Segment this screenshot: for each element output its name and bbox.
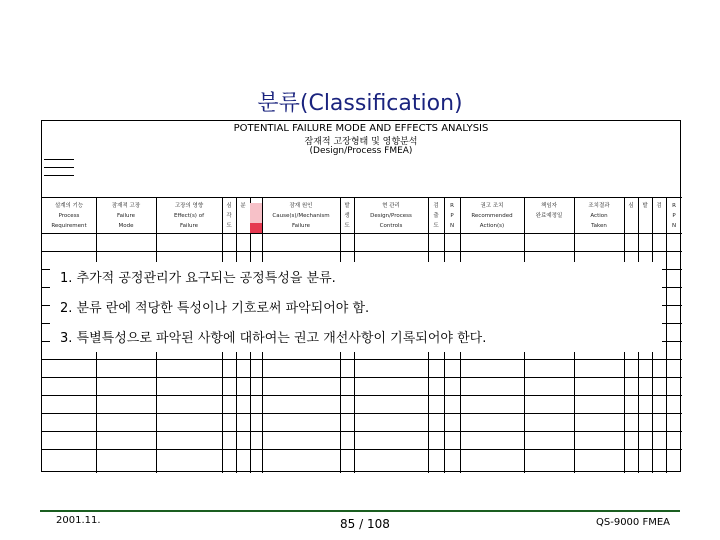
grid-line [42, 197, 682, 198]
column-header: R P N [449, 203, 455, 229]
field-line [44, 167, 74, 168]
grid-line [42, 377, 682, 378]
column-header: 잠재 원인 Cause(s)/Mechanism Failure [272, 203, 330, 229]
column-header: R P N [671, 203, 677, 229]
classification-column-marker [250, 223, 262, 233]
grid-line [42, 395, 682, 396]
note-1: 1. 추가적 공정관리가 요구되는 공정특성을 분류. [60, 271, 336, 286]
column-header: 심 각 도 [226, 203, 232, 229]
footer-date: 2001.11. [56, 515, 101, 526]
column-header: 검 출 도 [433, 203, 439, 229]
column-header: 조치결과 Action Taken [588, 203, 610, 229]
grid-line [42, 359, 682, 360]
note-2: 2. 분류 란에 적당한 특성이나 기호로써 파악되어야 함. [60, 301, 370, 316]
column-header: 현 관리 Design/Process Controls [370, 203, 412, 229]
column-header: 검 [656, 203, 662, 209]
note-3: 3. 특별특성으로 파악된 사항에 대하여는 권고 개선사항이 기록되어야 한다. [60, 331, 487, 346]
column-header: 심 [628, 203, 634, 209]
column-header: 책임자 완료예정일 [535, 203, 563, 219]
footer-code: QS-9000 FMEA [596, 517, 670, 528]
field-line [44, 159, 74, 160]
grid-line [666, 197, 667, 473]
slide-title: 분류(Classification) [257, 91, 463, 116]
column-header: 권고 조치 Recommended Action(s) [471, 203, 513, 229]
column-header: 잠재적 고장 Failure Mode [111, 203, 141, 229]
field-line [44, 175, 74, 176]
footer-divider [40, 510, 680, 512]
page-number: 85 / 108 [340, 517, 390, 531]
grid-line [42, 449, 682, 450]
grid-line [42, 413, 682, 414]
grid-line [42, 251, 682, 252]
grid-line [42, 431, 682, 432]
column-header: 설계의 기능 Process Requirement [51, 203, 87, 229]
form-heading-korean: 잠재적 고장형태 및 영향분석 [304, 137, 418, 147]
column-header: 분 [240, 203, 246, 209]
grid-line [42, 233, 682, 234]
column-header: 발 생 도 [344, 203, 350, 229]
column-header: 발 [642, 203, 648, 209]
form-subheading: (Design/Process FMEA) [309, 146, 413, 156]
form-heading: POTENTIAL FAILURE MODE AND EFFECTS ANALYSIS [233, 123, 489, 134]
column-header: 고장의 영향 Effect(s) of Failure [173, 203, 205, 229]
